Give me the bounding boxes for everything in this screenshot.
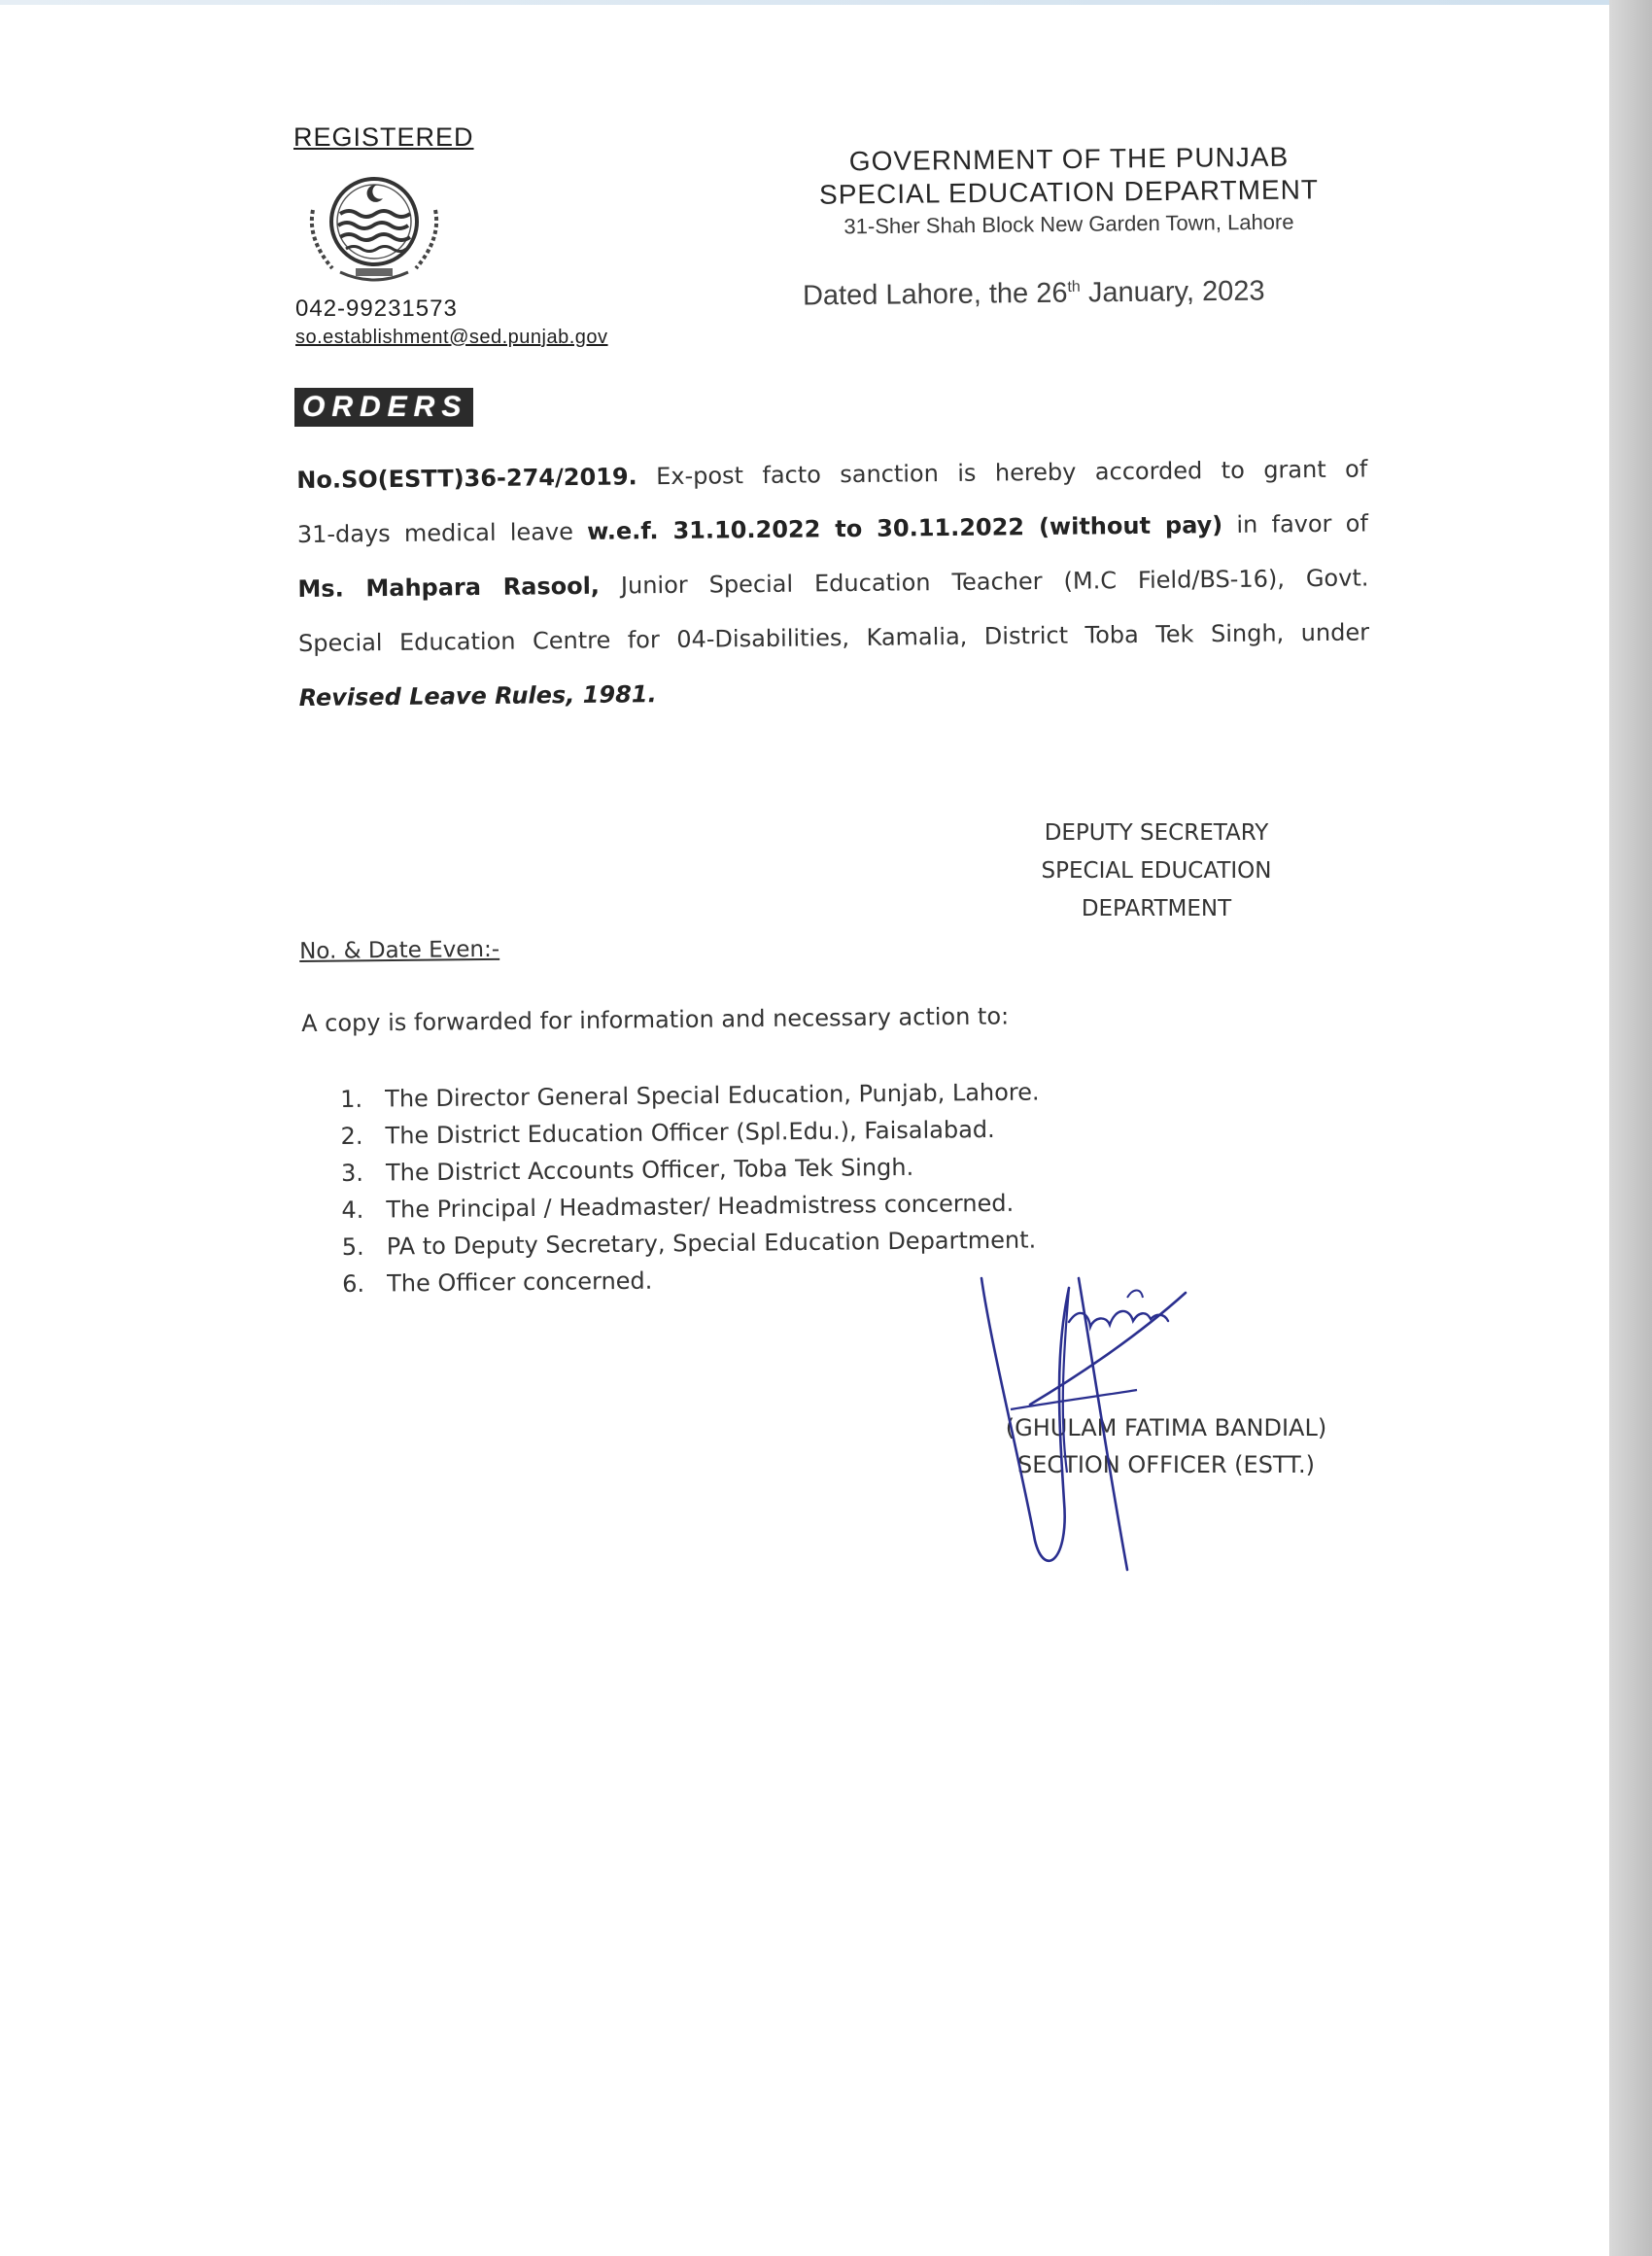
item-number: 4. — [341, 1196, 364, 1224]
order-paragraph — [296, 441, 1370, 725]
dated-prefix: Dated Lahore, the 26 — [802, 277, 1068, 312]
org-name-line1: GOVERNMENT OF THE PUNJAB — [848, 141, 1290, 177]
designation-line2: SPECIAL EDUCATION — [1041, 858, 1272, 884]
employee-name: Ms. Mahpara Rasool, — [297, 572, 601, 603]
order-number: No.SO(ESTT)36-274/2019. — [296, 463, 637, 494]
item-number: 1. — [340, 1085, 363, 1113]
order-text-2: 31-days medical leave — [296, 517, 588, 548]
handwritten-signature — [962, 1230, 1224, 1599]
org-address: 31-Sher Shah Block New Garden Town, Lahore — [843, 209, 1294, 239]
order-text-4: Junior Special Education Teacher (M.C Field/BS-16), Govt. — [599, 564, 1369, 600]
order-line-5 — [298, 659, 1370, 725]
copy-forwarded-line: A copy is forwarded for information and necessary action to: — [301, 1002, 1010, 1037]
item-text: The Officer concerned. — [387, 1267, 653, 1298]
distribution-item — [342, 1221, 1042, 1266]
item-number: 2. — [340, 1122, 363, 1150]
order-text-1: Ex-post facto sanction is hereby accorded to grant of — [637, 455, 1368, 491]
dated-line — [803, 276, 1265, 313]
order-line-4: Special Education Centre for 04-Disabilities, Kamalia, District Toba Tek Singh, under — [297, 618, 1370, 657]
designation-line3: DEPARTMENT — [1081, 896, 1232, 921]
item-text: The Principal / Headmaster/ Headmistress concerned. — [386, 1189, 1015, 1224]
dated-sup: th — [1067, 278, 1081, 295]
designation-line1: DEPUTY SECRETARY — [1044, 820, 1269, 846]
item-text: The Director General Special Education, Punjab, Lahore. — [385, 1078, 1040, 1113]
no-date-even: No. & Date Even:- — [299, 936, 500, 964]
government-of-punjab-emblem-icon — [301, 171, 447, 286]
deputy-secretary-designation — [972, 815, 1341, 928]
phone-number: 042-99231573 — [295, 295, 458, 322]
scan-top-edge — [0, 0, 1609, 5]
leave-period: w.e.f. 31.10.2022 to 30.11.2022 (without pay) — [587, 511, 1223, 545]
item-number: 5. — [341, 1232, 364, 1261]
item-text: The District Accounts Officer, Toba Tek Singh. — [385, 1153, 914, 1187]
signatory-name: (GHULAM FATIMA BANDIAL) — [1005, 1414, 1327, 1441]
item-text: PA to Deputy Secretary, Special Education Department. — [386, 1226, 1037, 1261]
item-text: The District Education Officer (Spl.Edu.), Faisalabad. — [385, 1115, 995, 1150]
registered-label: REGISTERED — [293, 122, 474, 152]
item-number: 6. — [342, 1269, 365, 1298]
email-address: so.establishment@sed.punjab.gov — [295, 327, 608, 348]
signatory-title: SECTION OFFICER (ESTT.) — [1017, 1451, 1315, 1478]
distribution-item — [342, 1258, 1042, 1302]
distribution-list — [340, 1073, 1042, 1302]
dated-suffix: January, 2023 — [1080, 275, 1265, 309]
scan-right-edge — [1609, 0, 1652, 2256]
orders-heading: ORDERS — [294, 388, 473, 427]
org-name-line2: SPECIAL EDUCATION DEPARTMENT — [818, 174, 1320, 210]
order-text-3: in favor of — [1222, 509, 1368, 539]
distribution-item — [340, 1110, 1040, 1155]
item-number: 3. — [340, 1159, 364, 1187]
leave-rules: Revised Leave Rules, 1981. — [298, 680, 657, 712]
